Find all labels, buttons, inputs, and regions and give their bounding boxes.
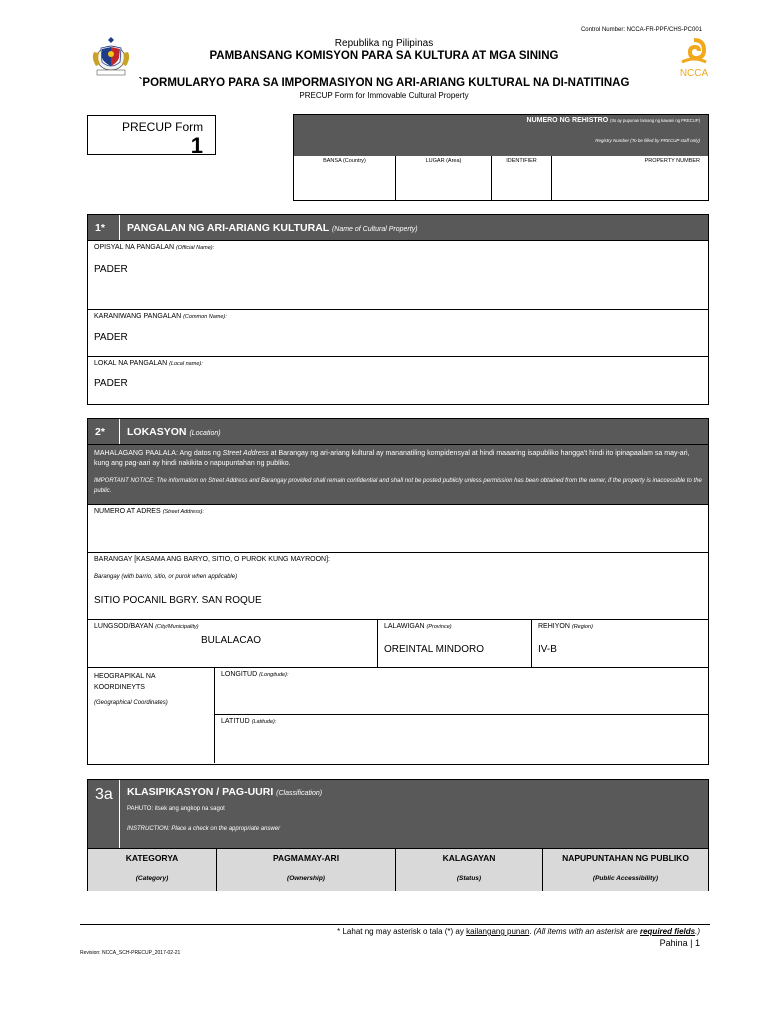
status-column: KALAGAYAN (Status) (396, 849, 543, 891)
region-value: IV-B (538, 644, 557, 655)
republic-heading: Republika ng Pilipinas (334, 38, 434, 49)
street-address-field[interactable] (88, 504, 708, 552)
common-name-field[interactable] (88, 309, 708, 356)
latitude-label: LATITUD (Latitude): (221, 718, 277, 725)
longitude-field[interactable] (215, 668, 708, 715)
province-label: LALAWIGAN (Province) (384, 623, 452, 630)
section-2-header (88, 419, 708, 444)
geographic-coordinates-label-cell (88, 668, 215, 763)
instruction-english: INSTRUCTION: Place a check on the appropriate answer (127, 826, 281, 832)
common-name-value: PADER (94, 332, 128, 343)
barangay-label-english: Barangay (with barrio, sitio, or purok when applicable) (94, 574, 238, 580)
street-address-label: NUMERO AT ADRES (Street Address): (94, 508, 204, 515)
category-column: KATEGORYA (Category) (88, 849, 217, 891)
notice-english: IMPORTANT NOTICE: The information on Street Address and Barangay provided shall remain confidential and shall not be posted publicly unless permission has been obtained from the owner, if the property is inaccessible to the public. (94, 478, 702, 494)
instruction-tagalog: PAHUTO: itsek ang angkop na sagot (127, 806, 225, 812)
form-title: `PORMULARYO PARA SA IMPORMASIYON NG ARI-ARIANG KULTURAL NA DI-NATITINAG (138, 77, 630, 89)
registry-property-number-field[interactable]: PROPERTY NUMBER (644, 158, 700, 164)
public-accessibility-column: NAPUPUNTAHAN NG PUBLIKO (Public Accessibility) (562, 853, 689, 882)
city-value: BULALACAO (201, 635, 262, 646)
footer-divider (80, 924, 710, 925)
geographic-coordinates-label: HEOGRAPIKAL NA KOORDINEYTS (94, 673, 156, 691)
confidentiality-notice (88, 444, 708, 504)
official-name-field[interactable] (88, 240, 708, 309)
registry-identifier-field[interactable]: IDENTIFIER (492, 156, 552, 200)
official-name-label: OPISYAL NA PANGALAN (Official Name): (94, 244, 215, 251)
page-number: Pahina | 1 (659, 938, 700, 948)
region-label: REHIYON (Region) (538, 623, 593, 630)
region-field[interactable] (532, 620, 708, 667)
official-name-value: PADER (94, 264, 128, 275)
city-label: LUNGSOD/BAYAN (City/Municipality) (94, 623, 199, 630)
section-name-of-property (87, 214, 709, 405)
barangay-field[interactable] (88, 552, 708, 619)
precup-form-box (87, 115, 216, 158)
ownership-column: PAGMAMAY-ARI (Ownership) (217, 849, 396, 891)
registry-number-box (293, 114, 709, 201)
latitude-field[interactable] (215, 715, 708, 763)
section-3a-number: 3a (88, 780, 120, 848)
notice-tagalog: MAHALAGANG PAALALA: Ang datos ng Street Address at Barangay ng ari-ariang kultural ay mananatiling kompidensyal at hindi maaaring isapubliko hangga't hindi ito ipinapaalam sa may-ari, kung ang pag-aari ay hindi nakikita o napupuntahan ng publiko. (94, 450, 690, 467)
revision-code: Revision: NCCA_SCH-PRECUP_2017-02-21 (80, 950, 181, 956)
section-3a-title: KLASIPIKASYON / PAG-UURI (Classification) (127, 786, 323, 798)
required-fields-note: * Lahat ng may asterisk o tala (*) ay kailangang punan. (All items with an asterisk are required fields.) (337, 927, 700, 936)
registry-area-field[interactable]: LUGAR (Area) (396, 156, 492, 200)
registry-subtitle: Registry Number (To be filled by PRECUP staff only) (595, 138, 700, 143)
section-1-number: 1* (88, 215, 120, 240)
section-classification (87, 779, 709, 891)
section-2-number: 2* (88, 419, 120, 444)
common-name-label: KARANIWANG PANGALAN (Common Name): (94, 313, 227, 320)
city-province-region-row (88, 619, 708, 667)
geographic-coordinates-label-english: (Geographical Coordinates) (94, 700, 168, 706)
section-2-title: LOKASYON (Location) (127, 425, 221, 438)
local-name-value: PADER (94, 378, 128, 389)
precup-form-label: PRECUP Form (122, 120, 204, 134)
local-name-label: LOKAL NA PANGALAN (Local name): (94, 360, 203, 367)
section-1-header (88, 215, 708, 240)
control-number: Control Number: NCCA-FR-PPF/CHS-PC001 (580, 27, 702, 33)
province-value: OREINTAL MINDORO (384, 644, 485, 655)
form-subtitle: PRECUP Form for Immovable Cultural Property (299, 91, 469, 100)
registry-country-field[interactable]: BANSA (Country) (294, 156, 396, 200)
commission-heading: PAMBANSANG KOMISYON PARA SA KULTURA AT MGA SINING (209, 50, 559, 62)
province-field[interactable] (378, 620, 532, 667)
registry-title: NUMERO NG REHISTRO (Ito ay pupunan lamang ng kawani ng PRECUP) (526, 117, 700, 124)
svg-text:NCCA: NCCA (679, 68, 709, 79)
barangay-value: SITIO POCANIL BGRY. SAN ROQUE (94, 595, 262, 606)
precup-form-number: 1 (190, 133, 203, 158)
section-1-title: PANGALAN NG ARI-ARIANG KULTURAL (Name of Cultural Property) (127, 221, 418, 234)
city-field[interactable] (88, 620, 378, 667)
geographic-coordinates-row (88, 667, 708, 763)
local-name-field[interactable] (88, 356, 708, 404)
barangay-label: BARANGAY [KASAMA ANG BARYO, SITIO, O PUROK KUNG MAYROON]: (94, 556, 330, 563)
longitude-label: LONGITUD (Longitude): (221, 671, 289, 678)
classification-columns (88, 848, 708, 891)
registry-header (294, 115, 708, 156)
section-location (87, 418, 709, 765)
section-3a-header (88, 780, 708, 848)
